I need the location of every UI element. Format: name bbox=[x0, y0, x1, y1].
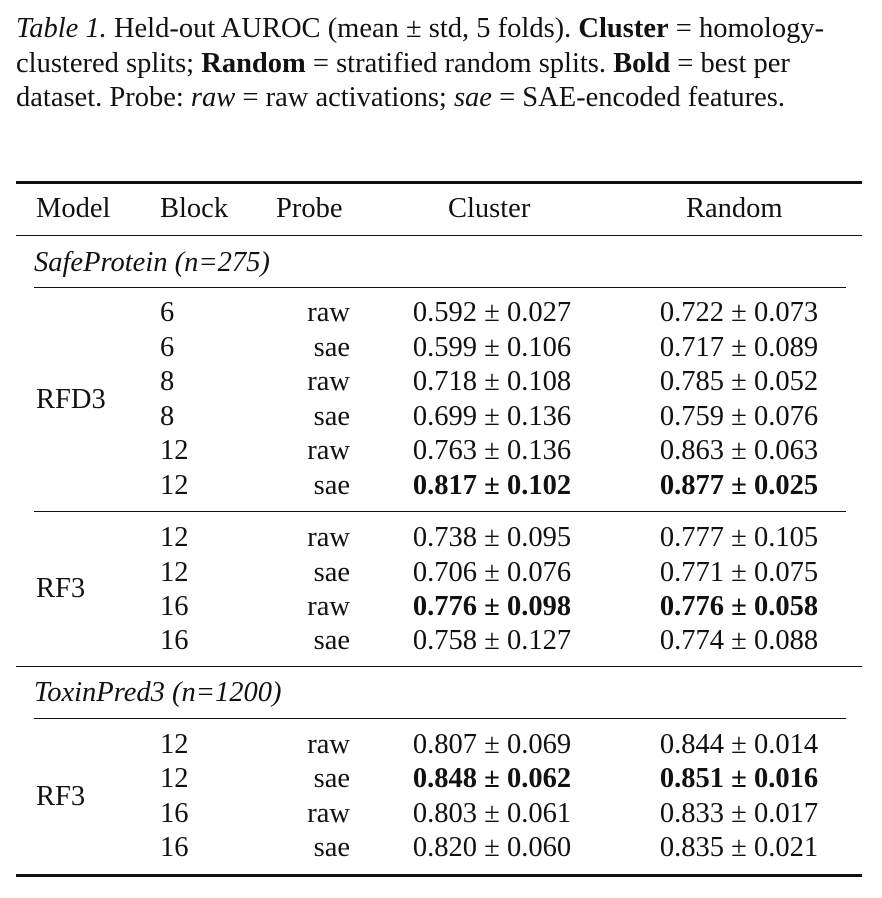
block-cell: 6 bbox=[160, 297, 175, 328]
model-name: RF3 bbox=[36, 573, 86, 604]
random-auroc-cell: 0.774 ± 0.088 bbox=[659, 625, 819, 656]
caption-random-term: Random bbox=[201, 47, 306, 79]
probe-cell: sae bbox=[313, 763, 350, 794]
cluster-auroc-cell: 0.599 ± 0.106 bbox=[412, 332, 572, 363]
table-bottom-rule bbox=[16, 874, 862, 877]
block-cell: 12 bbox=[160, 557, 189, 588]
cluster-auroc-cell: 0.776 ± 0.098 bbox=[412, 591, 572, 622]
block-cell: 8 bbox=[160, 366, 175, 397]
model-name: RFD3 bbox=[36, 384, 106, 415]
random-auroc-cell: 0.777 ± 0.105 bbox=[659, 522, 819, 553]
dataset-group-label: SafeProtein (n=275) bbox=[34, 247, 270, 278]
random-auroc-cell: 0.851 ± 0.016 bbox=[659, 763, 819, 794]
block-cell: 16 bbox=[160, 625, 189, 656]
block-cell: 12 bbox=[160, 763, 189, 794]
caption-text: = SAE-encoded features. bbox=[491, 82, 786, 113]
cluster-auroc-cell: 0.820 ± 0.060 bbox=[412, 832, 572, 863]
block-cell: 12 bbox=[160, 470, 189, 501]
caption-raw-term: raw bbox=[190, 82, 236, 113]
random-auroc-cell: 0.877 ± 0.025 bbox=[659, 470, 819, 501]
caption-text: = raw activations; bbox=[235, 82, 454, 113]
table-top-rule bbox=[16, 181, 862, 184]
caption-label: Table 1. bbox=[16, 13, 107, 44]
block-cell: 16 bbox=[160, 832, 189, 863]
probe-cell: sae bbox=[313, 332, 350, 363]
header-block: Block bbox=[160, 193, 229, 224]
block-cell: 12 bbox=[160, 522, 189, 553]
probe-cell: sae bbox=[313, 625, 350, 656]
probe-cell: raw bbox=[307, 435, 350, 466]
random-auroc-cell: 0.717 ± 0.089 bbox=[659, 332, 819, 363]
header-probe: Probe bbox=[276, 193, 343, 224]
probe-cell: sae bbox=[313, 557, 350, 588]
random-auroc-cell: 0.863 ± 0.063 bbox=[659, 435, 819, 466]
group-rule bbox=[34, 718, 846, 719]
cluster-auroc-cell: 0.803 ± 0.061 bbox=[412, 798, 572, 829]
random-auroc-cell: 0.722 ± 0.073 bbox=[659, 297, 819, 328]
dataset-group-label: ToxinPred3 (n=1200) bbox=[34, 677, 282, 708]
header-random: Random bbox=[686, 193, 783, 224]
caption-bold-term: Bold bbox=[613, 47, 671, 79]
cluster-auroc-cell: 0.763 ± 0.136 bbox=[412, 435, 572, 466]
section-rule bbox=[16, 666, 862, 667]
cluster-auroc-cell: 0.807 ± 0.069 bbox=[412, 729, 572, 760]
block-cell: 12 bbox=[160, 435, 189, 466]
random-auroc-cell: 0.759 ± 0.076 bbox=[659, 401, 819, 432]
cluster-auroc-cell: 0.848 ± 0.062 bbox=[412, 763, 572, 794]
cluster-auroc-cell: 0.738 ± 0.095 bbox=[412, 522, 572, 553]
probe-cell: raw bbox=[307, 798, 350, 829]
cluster-auroc-cell: 0.758 ± 0.127 bbox=[412, 625, 572, 656]
random-auroc-cell: 0.835 ± 0.021 bbox=[659, 832, 819, 863]
random-auroc-cell: 0.833 ± 0.017 bbox=[659, 798, 819, 829]
random-auroc-cell: 0.844 ± 0.014 bbox=[659, 729, 819, 760]
cluster-auroc-cell: 0.817 ± 0.102 bbox=[412, 470, 572, 501]
probe-cell: raw bbox=[307, 297, 350, 328]
probe-cell: raw bbox=[307, 522, 350, 553]
section-rule bbox=[34, 511, 846, 512]
probe-cell: raw bbox=[307, 591, 350, 622]
probe-cell: sae bbox=[313, 832, 350, 863]
table-caption bbox=[16, 12, 864, 116]
random-auroc-cell: 0.776 ± 0.058 bbox=[659, 591, 819, 622]
block-cell: 8 bbox=[160, 401, 175, 432]
cluster-auroc-cell: 0.718 ± 0.108 bbox=[412, 366, 572, 397]
caption-sae-term: sae bbox=[453, 82, 492, 113]
probe-cell: raw bbox=[307, 729, 350, 760]
header-model: Model bbox=[36, 193, 111, 224]
random-auroc-cell: 0.771 ± 0.075 bbox=[659, 557, 819, 588]
caption-text: = homology-clustered splits; bbox=[16, 13, 825, 79]
caption-text: Held-out AUROC (mean ± std, 5 folds). bbox=[106, 13, 579, 44]
cluster-auroc-cell: 0.699 ± 0.136 bbox=[412, 401, 572, 432]
probe-cell: sae bbox=[313, 401, 350, 432]
block-cell: 16 bbox=[160, 798, 189, 829]
caption-cluster-term: Cluster bbox=[578, 13, 669, 44]
block-cell: 16 bbox=[160, 591, 189, 622]
block-cell: 12 bbox=[160, 729, 189, 760]
header-cluster: Cluster bbox=[448, 193, 531, 224]
model-name: RF3 bbox=[36, 781, 86, 812]
group-rule bbox=[34, 287, 846, 288]
cluster-auroc-cell: 0.592 ± 0.027 bbox=[412, 297, 572, 328]
caption-text: = stratified random splits. bbox=[305, 47, 614, 79]
probe-cell: raw bbox=[307, 366, 350, 397]
caption-text: = best per dataset. Probe: bbox=[16, 47, 790, 113]
probe-cell: sae bbox=[313, 470, 350, 501]
block-cell: 6 bbox=[160, 332, 175, 363]
header-rule bbox=[16, 235, 862, 236]
cluster-auroc-cell: 0.706 ± 0.076 bbox=[412, 557, 572, 588]
random-auroc-cell: 0.785 ± 0.052 bbox=[659, 366, 819, 397]
